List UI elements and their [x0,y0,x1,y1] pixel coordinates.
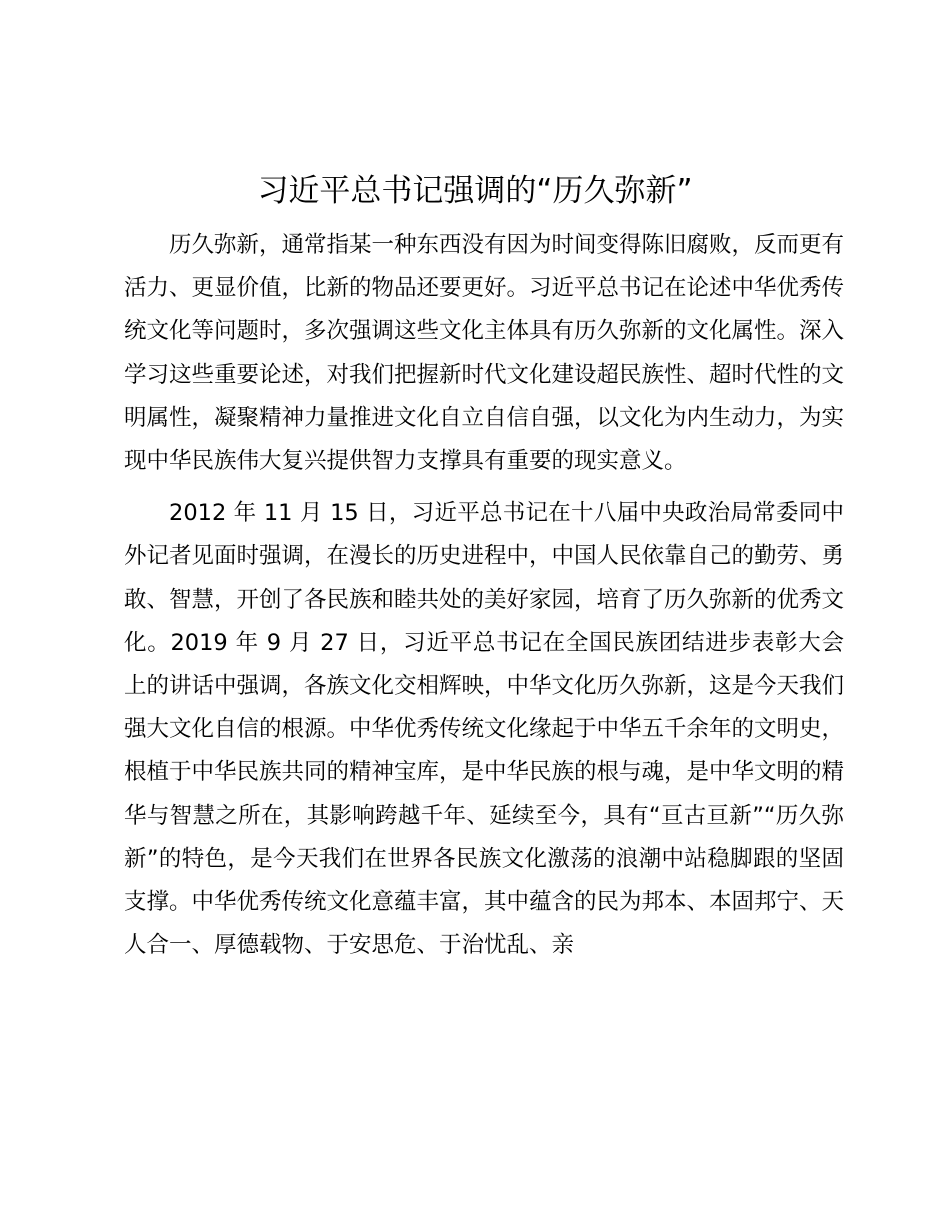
document-body [124,224,844,967]
document-title: 习近平总书记强调的“历久弥新” [257,173,693,209]
paragraph-1: 历久弥新，通常指某一种东西没有因为时间变得陈旧腐败，反而更有活力、更显价值，比新的物品还要更好。习近平总书记在论述中华优秀传统文化等问题时，多次强调这些文化主体具有历久弥新的文化属性。深入学习这些重要论述，对我们把握新时代文化建设超民族性、超时代性的文明属性，凝聚精神力量推进文化自立自信自强，以文化为内生动力，为实现中华民族伟大复兴提供智力支撑具有重要的现实意义。 [124,232,845,475]
paragraph-2: 2012 年 11 月 15 日，习近平总书记在十八届中央政治局常委同中外记者见面时强调，在漫长的历史进程中，中国人民依靠自己的勤劳、勇敢、智慧，开创了各民族和睦共处的美好家园，培育了历久弥新的优秀文化。2019 年 9 月 27 日，习近平总书记在全国民族团结进步表彰大会上的讲话中强调，各族文化交相辉映，中华文化历久弥新，这是今天我们强大文化自信的根源。中华优秀传统文化缘起于中华五千余年的文明史，根植于中华民族共同的精神宝库，是中华民族的根与魂，是中华文明的精华与智慧之所在，其影响跨越千年、延续至今，具有“亘古亘新”“历久弥新”的特色，是今天我们在世界各民族文化激荡的浪潮中站稳脚跟的坚固支撑。中华优秀传统文化意蕴丰富，其中蕴含的民为邦本、本固邦宁、天人合一、厚德载物、于安思危、于治忧乱、亲 [124,500,845,959]
